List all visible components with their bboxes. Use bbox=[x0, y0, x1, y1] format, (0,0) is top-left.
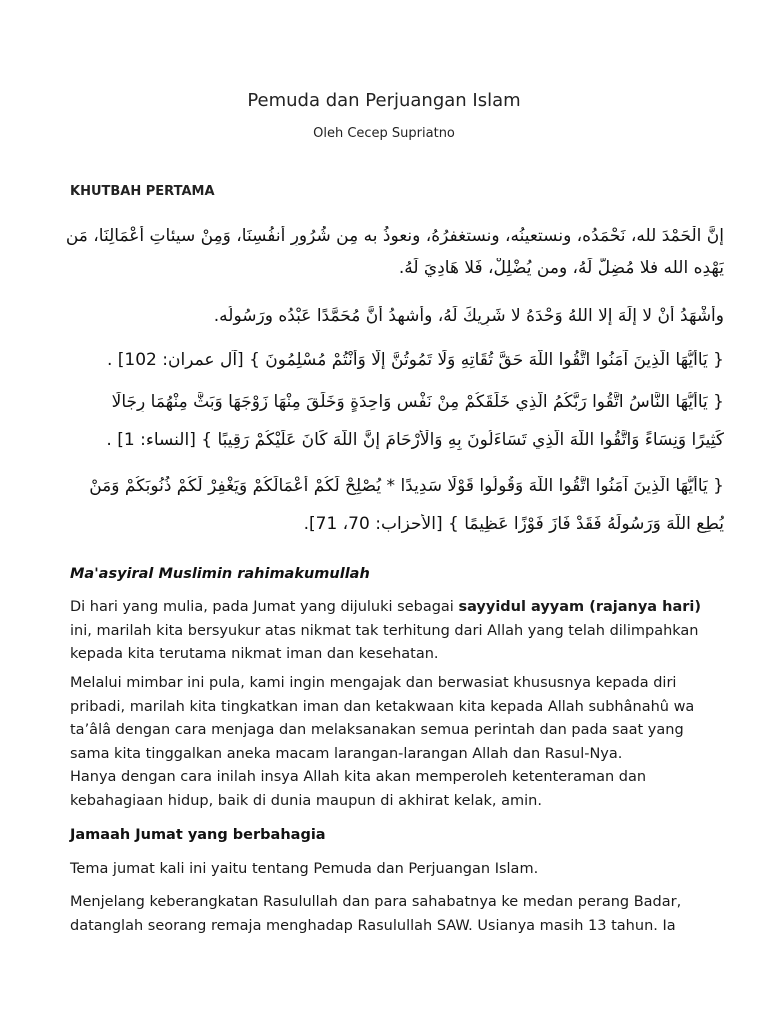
paragraph-line: Hanya dengan cara inilah insya Allah kita akan memperoleh ketenteraman dan bbox=[70, 769, 647, 785]
paragraph-badar bbox=[70, 891, 710, 938]
arabic-line: { يَاأَيُّهَا الَّذِينَ آمَنُوا اتَّقُوا اللَّهَ وَقُولُوا قَوْلًا سَدِيدًا * يُصْلِحْ لَكُمْ أَعْمَالَكُمْ وَيَغْفِرْ لَكُمْ ذُنُوبَكُمْ وَمَنْ bbox=[89, 476, 724, 496]
emphasis-text: sayyidul ayyam (rajanya hari) bbox=[458, 599, 701, 615]
paragraph-line: Tema jumat kali ini yaitu tentang Pemuda dan Perjuangan Islam. bbox=[70, 861, 539, 877]
section-label: KHUTBAH PERTAMA bbox=[70, 184, 215, 199]
arabic-line: { يَاأَيُّهَا الَّذِينَ آمَنُوا اتَّقُوا اللَّهَ حَقَّ تُقَاتِهِ وَلَا تَمُوتُنَّ إِلَّا وَأَنْتُمْ مُسْلِمُونَ } [آل عمران: 102] . bbox=[106, 350, 724, 370]
paragraph-line: sama kita tinggalkan aneka macam larangan-larangan Allah dan Rasul-Nya. bbox=[70, 745, 623, 762]
paragraph-line: ta’âlâ dengan cara menjaga dan melaksanakan semua perintah dan pada saat yang bbox=[70, 722, 684, 738]
paragraph-line: kebahagiaan hidup, baik di dunia maupun di akhirat kelak, amin. bbox=[70, 792, 542, 809]
heading-jamaah: Jamaah Jumat yang berbahagia bbox=[70, 827, 326, 843]
arabic-line: يُطِعِ اللَّهَ وَرَسُولَهُ فَقَدْ فَازَ فَوْزًا عَظِيمًا } [الأحزاب: 70، 71]. bbox=[303, 514, 724, 534]
paragraph-line bbox=[70, 596, 710, 620]
arabic-line: وأشْهَدُ أنْ لا إلَهَ إلا اللهُ وَحْدَهُ لا شَرِيكَ لَهُ، وأشهدُ أنَّ مُحَمَّدًا عَبْدُه ورَسُولُه. bbox=[213, 306, 724, 326]
document-author: Oleh Cecep Supriatno bbox=[313, 126, 455, 141]
paragraph-wasiat bbox=[70, 672, 710, 813]
document-title: Pemuda dan Perjuangan Islam bbox=[247, 90, 521, 111]
heading-maasyiral: Ma'asyiral Muslimin rahimakumullah bbox=[70, 566, 370, 582]
paragraph-text: Di hari yang mulia, pada Jumat yang dijuluki sebagai bbox=[70, 599, 459, 615]
paragraph-line: datanglah seorang remaja menghadap Rasulullah SAW. Usianya masih 13 tahun. Ia bbox=[70, 917, 676, 934]
arabic-line: كَثِيرًا وَنِسَاءً وَاتَّقُوا اللَّهَ الَّذِي تَسَاءَلُونَ بِهِ وَالْأَرْحَامَ إِنَّ اللَّهَ كَانَ عَلَيْكُمْ رَقِيبًا } [النساء: 1] . bbox=[106, 430, 724, 450]
paragraph-line: Melalui mimbar ini pula, kami ingin mengajak dan berwasiat khususnya kepada diri bbox=[70, 675, 677, 691]
paragraph-opening bbox=[70, 596, 710, 667]
arabic-line: إنَّ الْحَمْدَ لله، نَحْمَدُه، ونستعينُه، ونستغفرُهُ، ونعوذُ به مِن شُرُورِ أنفُسِنَا، وَمِنْ سيئاتِ أعْمَالِنَا، مَن bbox=[65, 226, 724, 246]
arabic-line: يَهْدِه الله فلا مُضِلَّ لَهُ، ومن يُضْلِلْ، فَلا هَادِيَ لَهُ. bbox=[398, 258, 724, 278]
arabic-line: { يَاأَيُّهَا النَّاسُ اتَّقُوا رَبَّكُمُ الَّذِي خَلَقَكُمْ مِنْ نَفْسٍ وَاحِدَةٍ وَخَلَقَ مِنْهَا زَوْجَهَا وَبَثَّ مِنْهُمَا رِجَالًا bbox=[111, 392, 724, 412]
paragraph-tema bbox=[70, 858, 710, 882]
paragraph-line: Menjelang keberangkatan Rasulullah dan para sahabatnya ke medan perang Badar, bbox=[70, 894, 682, 910]
paragraph-line: kepada kita terutama nikmat iman dan kesehatan. bbox=[70, 646, 439, 662]
paragraph-line: pribadi, marilah kita tingkatkan iman dan ketakwaan kita kepada Allah subhânahû wa bbox=[70, 698, 695, 715]
paragraph-line: ini, marilah kita bersyukur atas nikmat tak terhitung dari Allah yang telah dilimpahkan bbox=[70, 622, 699, 639]
